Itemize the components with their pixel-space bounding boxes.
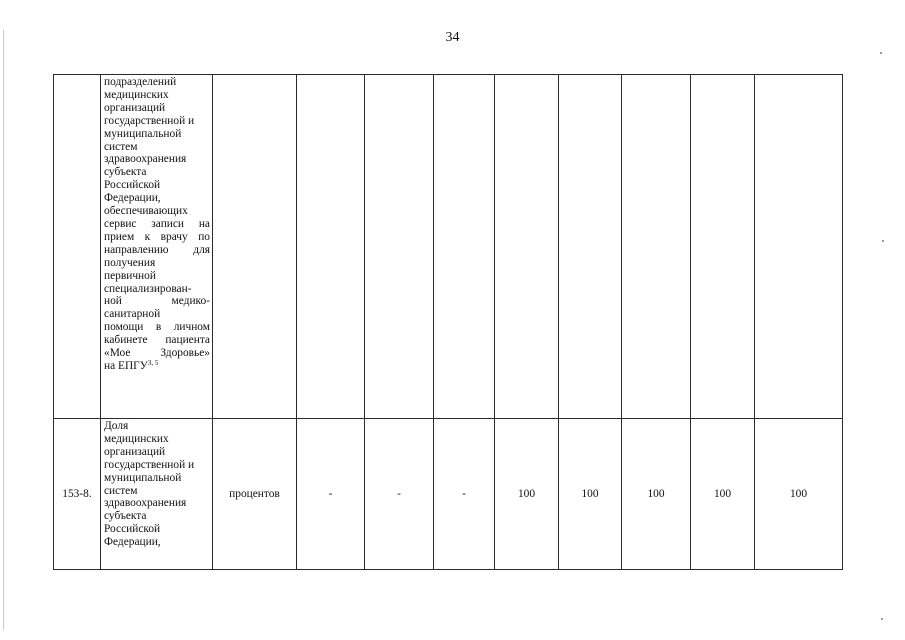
table-row bbox=[54, 419, 843, 570]
description-line: прием к врачу по bbox=[104, 230, 210, 243]
description-line: организаций bbox=[104, 101, 166, 114]
description-line: Федерации, bbox=[104, 536, 161, 549]
description-line: специализирован- bbox=[104, 282, 192, 295]
description-line: Российской bbox=[104, 523, 161, 536]
row-number: 153-8. bbox=[54, 419, 101, 570]
description-line: санитарной bbox=[104, 308, 161, 321]
description-line: обеспечивающих bbox=[104, 205, 188, 218]
value-cell bbox=[434, 75, 495, 419]
description-line: здравоохранения bbox=[104, 153, 187, 166]
description-line: медицинских bbox=[104, 432, 169, 445]
description-line: субъекта bbox=[104, 166, 147, 179]
scan-speck bbox=[882, 240, 884, 242]
page-number: 34 bbox=[445, 30, 460, 45]
value-cell: 100 bbox=[691, 419, 755, 570]
unit-cell bbox=[213, 75, 297, 419]
value-cell: 100 bbox=[495, 419, 559, 570]
indicator-description bbox=[101, 419, 213, 570]
description-line: направлению для bbox=[104, 243, 210, 256]
description-line: муниципальной bbox=[104, 471, 182, 484]
value-cell bbox=[559, 75, 622, 419]
description-line: сервис записи на bbox=[104, 217, 210, 230]
description-line: Доля bbox=[104, 420, 129, 432]
scan-edge-line bbox=[3, 30, 4, 630]
description-line: получения bbox=[104, 256, 156, 269]
value-cell bbox=[622, 75, 691, 419]
value-cell: - bbox=[365, 419, 434, 570]
value-cell bbox=[691, 75, 755, 419]
description-line: государственной и bbox=[104, 114, 195, 127]
description-line bbox=[104, 360, 210, 373]
description-line: подразделений bbox=[104, 76, 177, 88]
description-line: систем bbox=[104, 140, 138, 153]
description-line: субъекта bbox=[104, 510, 147, 523]
description-line: Федерации, bbox=[104, 192, 161, 205]
description-line: Российской bbox=[104, 179, 161, 192]
description-line: «Мое Здоровье» bbox=[104, 347, 210, 360]
value-cell: 100 bbox=[755, 419, 843, 570]
description-text: на ЕПГУ bbox=[104, 359, 148, 372]
value-cell bbox=[755, 75, 843, 419]
value-cell: - bbox=[434, 419, 495, 570]
footnote-mark: 3, 5 bbox=[147, 358, 159, 367]
indicator-table bbox=[53, 74, 843, 570]
value-cell bbox=[495, 75, 559, 419]
description-line: здравоохранения bbox=[104, 497, 187, 510]
unit-cell: процентов bbox=[213, 419, 297, 570]
description-line: помощи в личном bbox=[104, 321, 210, 334]
description-line: медицинских bbox=[104, 88, 169, 101]
description-line: муниципальной bbox=[104, 127, 182, 140]
scan-speck bbox=[880, 52, 882, 54]
value-cell bbox=[365, 75, 434, 419]
scan-speck bbox=[881, 618, 883, 620]
description-line: государственной и bbox=[104, 458, 195, 471]
description-line: ной медико- bbox=[104, 295, 210, 308]
value-cell: 100 bbox=[622, 419, 691, 570]
table-row bbox=[54, 75, 843, 419]
value-cell: 100 bbox=[559, 419, 622, 570]
description-line: кабинете пациента bbox=[104, 334, 210, 347]
value-cell: - bbox=[297, 419, 365, 570]
description-line: организаций bbox=[104, 445, 166, 458]
description-line: систем bbox=[104, 484, 138, 497]
indicator-description bbox=[101, 75, 213, 419]
row-number bbox=[54, 75, 101, 419]
description-line: первичной bbox=[104, 269, 156, 282]
value-cell bbox=[297, 75, 365, 419]
